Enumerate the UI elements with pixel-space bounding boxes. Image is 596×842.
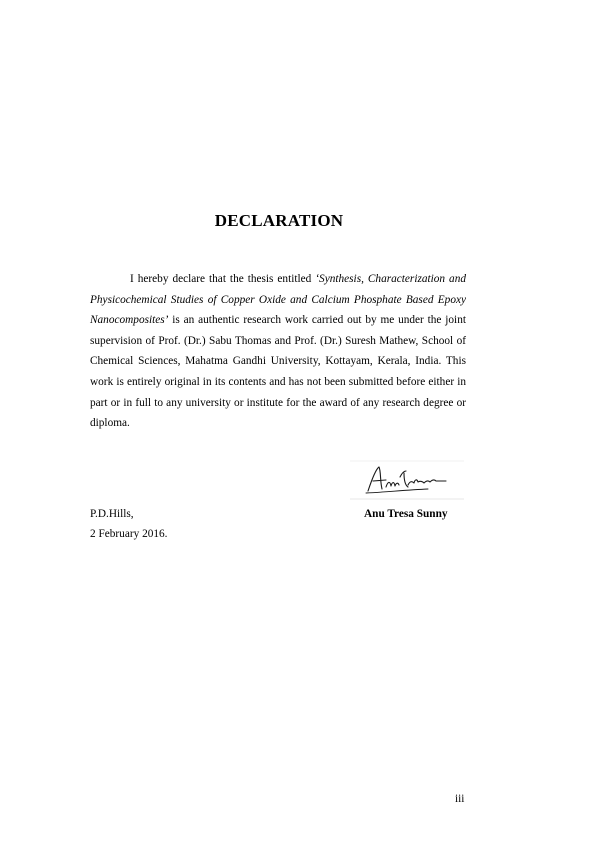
declaration-place: P.D.Hills, (90, 508, 134, 520)
declaration-text-start: I hereby declare that the thesis entitled (130, 273, 316, 285)
signature-drawing (346, 459, 466, 501)
signature-image (346, 459, 466, 501)
page-number: iii (455, 793, 465, 805)
thesis-title: ‘Synthesis, Characterization and Physicochemical Studies of Copper Oxide and Calcium Phosphate Based Epoxy Nanocomposites’ (90, 273, 467, 327)
author-name: Anu Tresa Sunny (364, 508, 448, 520)
declaration-text-end: is an authentic research work carried out by me under the joint supervision of Prof. (Dr.) Sabu Thomas and Prof. (Dr.) Suresh Mathew, School of Chemical Sciences, Mahatma Gandhi University, Kottayam, Kerala, India. This work is entirely original in its contents and has not been submitted before either in part or in full to any university or institute for the award of any research degree or diploma. (90, 314, 466, 430)
declaration-paragraph (90, 269, 466, 434)
declaration-date: 2 February 2016. (90, 528, 168, 540)
page-title: DECLARATION (214, 211, 344, 230)
